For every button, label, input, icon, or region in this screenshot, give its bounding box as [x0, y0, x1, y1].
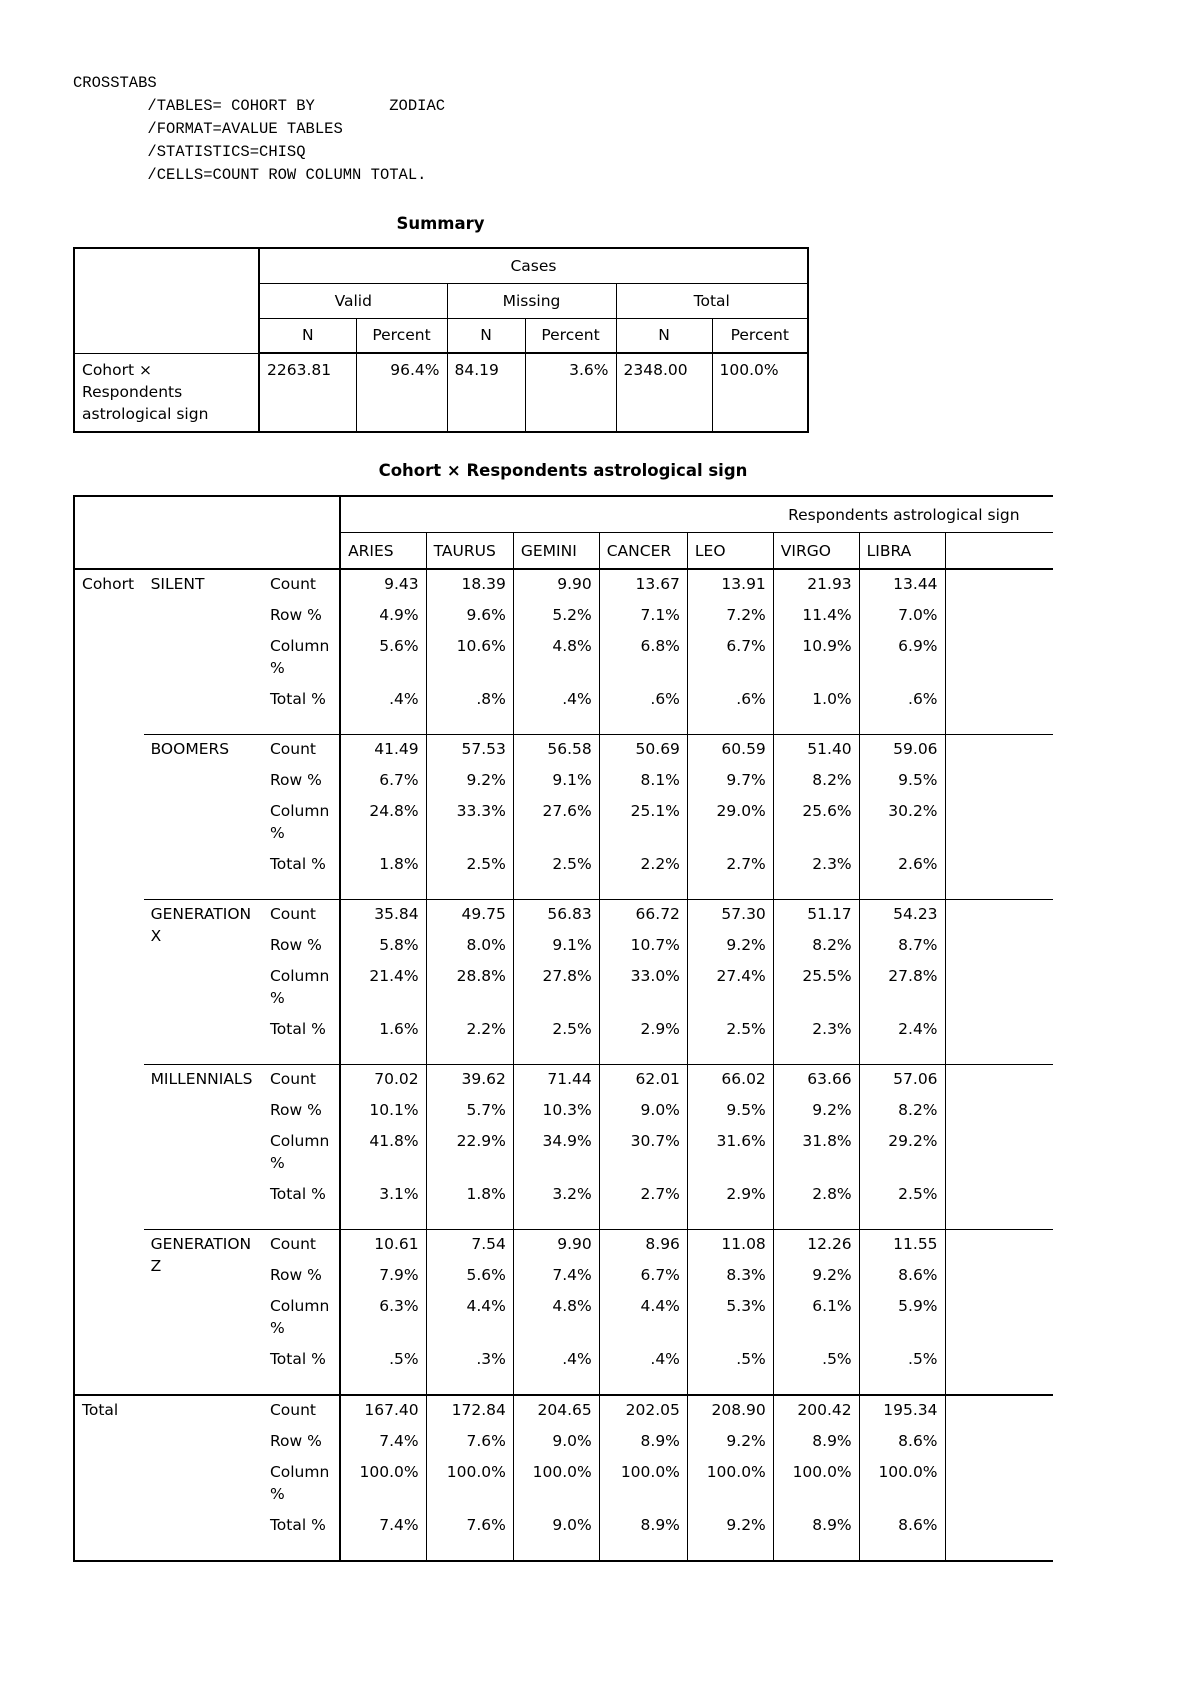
data-cell: 31.6%	[687, 1127, 773, 1180]
column-header: ARIES	[340, 533, 426, 570]
data-cell: 9.90	[513, 569, 599, 601]
data-cell: 100.0%	[340, 1458, 426, 1511]
sub-header: N	[447, 318, 525, 353]
data-cell: 41.8%	[340, 1127, 426, 1180]
data-cell: 4.8%	[513, 1292, 599, 1345]
data-cell: .6%	[859, 685, 945, 735]
data-cell: 2.5%	[687, 1015, 773, 1065]
data-cell: 1.8%	[426, 1180, 513, 1230]
data-cell: 31.8%	[773, 1127, 859, 1180]
data-cell: 2.8%	[773, 1180, 859, 1230]
data-cell: 2.4%	[859, 1015, 945, 1065]
stat-label: Row %	[263, 1261, 340, 1292]
data-cell: 33.3%	[426, 797, 513, 850]
data-cell: 2.3%	[773, 1015, 859, 1065]
data-cell: 208.90	[687, 1395, 773, 1427]
data-cell: .5%	[859, 1345, 945, 1395]
data-cell: 9.0%	[513, 1427, 599, 1458]
data-cell: 2.9%	[599, 1015, 687, 1065]
stat-label: Count	[263, 900, 340, 932]
data-cell: 8.6%	[859, 1427, 945, 1458]
data-cell: 100.0%	[426, 1458, 513, 1511]
crosstab-corner	[74, 496, 340, 569]
missing-header: Missing	[447, 283, 616, 318]
data-cell: 9.2%	[773, 1261, 859, 1292]
data-cell: .6%	[599, 685, 687, 735]
data-cell: 7.6%	[426, 1511, 513, 1561]
summary-cell: 96.4%	[356, 353, 447, 432]
data-cell: 28.8%	[426, 962, 513, 1015]
data-cell: 7.2%	[687, 601, 773, 632]
data-cell: 60.59	[687, 735, 773, 767]
data-cell: 2.3%	[773, 850, 859, 900]
stat-label: Row %	[263, 766, 340, 797]
stat-label: Count	[263, 735, 340, 767]
data-cell: 10.3%	[513, 1096, 599, 1127]
stat-label: Column %	[263, 632, 340, 685]
data-cell: 1.8%	[340, 850, 426, 900]
data-cell: 13.67	[599, 569, 687, 601]
data-cell: 66.72	[599, 900, 687, 932]
stat-label: Total %	[263, 685, 340, 735]
stat-label: Total %	[263, 1180, 340, 1230]
overflow-cell	[945, 1458, 1053, 1511]
data-cell: 5.6%	[340, 632, 426, 685]
data-cell: 202.05	[599, 1395, 687, 1427]
data-cell: 2.9%	[687, 1180, 773, 1230]
data-cell: 63.66	[773, 1065, 859, 1097]
stat-label: Total %	[263, 1015, 340, 1065]
data-cell: 195.34	[859, 1395, 945, 1427]
group-label: MILLENNIALS	[144, 1065, 263, 1230]
stat-label: Column %	[263, 797, 340, 850]
data-cell: 27.8%	[859, 962, 945, 1015]
data-cell: 8.0%	[426, 931, 513, 962]
data-cell: 11.4%	[773, 601, 859, 632]
data-cell: 9.5%	[859, 766, 945, 797]
data-cell: .3%	[426, 1345, 513, 1395]
data-cell: 29.0%	[687, 797, 773, 850]
data-cell: 2.5%	[513, 850, 599, 900]
column-header-overflow	[945, 533, 1053, 570]
data-cell: 9.2%	[687, 1511, 773, 1561]
data-cell: 6.7%	[599, 1261, 687, 1292]
data-cell: 2.7%	[599, 1180, 687, 1230]
data-cell: 7.1%	[599, 601, 687, 632]
data-cell: 22.9%	[426, 1127, 513, 1180]
data-cell: 4.4%	[426, 1292, 513, 1345]
data-cell: 2.6%	[859, 850, 945, 900]
data-cell: 9.6%	[426, 601, 513, 632]
data-cell: 3.2%	[513, 1180, 599, 1230]
data-cell: 9.43	[340, 569, 426, 601]
data-cell: 172.84	[426, 1395, 513, 1427]
overflow-cell	[945, 1180, 1053, 1230]
data-cell: .5%	[773, 1345, 859, 1395]
data-cell: 10.1%	[340, 1096, 426, 1127]
data-cell: 13.44	[859, 569, 945, 601]
data-cell: 8.1%	[599, 766, 687, 797]
stat-label: Column %	[263, 1458, 340, 1511]
overflow-cell	[945, 601, 1053, 632]
data-cell: 9.5%	[687, 1096, 773, 1127]
column-header: GEMINI	[513, 533, 599, 570]
data-cell: 6.1%	[773, 1292, 859, 1345]
data-cell: 34.9%	[513, 1127, 599, 1180]
data-cell: 21.4%	[340, 962, 426, 1015]
overflow-cell	[945, 685, 1053, 735]
data-cell: 7.4%	[340, 1427, 426, 1458]
overflow-cell	[945, 1345, 1053, 1395]
col-var-header: Respondents astrological sign	[340, 496, 1053, 533]
data-cell: .5%	[687, 1345, 773, 1395]
summary-cell: 2348.00	[616, 353, 712, 432]
overflow-cell	[945, 1127, 1053, 1180]
sub-header: Percent	[356, 318, 447, 353]
column-header: LEO	[687, 533, 773, 570]
data-cell: 6.7%	[340, 766, 426, 797]
stat-label: Total %	[263, 1345, 340, 1395]
column-header: VIRGO	[773, 533, 859, 570]
data-cell: 6.9%	[859, 632, 945, 685]
table-row	[74, 1395, 1053, 1427]
data-cell: 8.2%	[773, 931, 859, 962]
data-cell: 2.2%	[426, 1015, 513, 1065]
overflow-cell	[945, 1395, 1053, 1427]
data-cell: 51.40	[773, 735, 859, 767]
data-cell: 9.2%	[426, 766, 513, 797]
data-cell: 56.58	[513, 735, 599, 767]
data-cell: 29.2%	[859, 1127, 945, 1180]
overflow-cell	[945, 962, 1053, 1015]
sub-header: Percent	[525, 318, 616, 353]
data-cell: 54.23	[859, 900, 945, 932]
data-cell: 4.9%	[340, 601, 426, 632]
data-cell: 11.55	[859, 1230, 945, 1262]
table-row	[74, 1065, 1053, 1097]
data-cell: 24.8%	[340, 797, 426, 850]
data-cell: 30.7%	[599, 1127, 687, 1180]
data-cell: 8.9%	[773, 1427, 859, 1458]
data-cell: 51.17	[773, 900, 859, 932]
data-cell: 100.0%	[773, 1458, 859, 1511]
data-cell: 8.3%	[687, 1261, 773, 1292]
data-cell: 25.5%	[773, 962, 859, 1015]
data-cell: 25.1%	[599, 797, 687, 850]
data-cell: 9.2%	[773, 1096, 859, 1127]
data-cell: 39.62	[426, 1065, 513, 1097]
data-cell: 167.40	[340, 1395, 426, 1427]
stat-label: Count	[263, 1395, 340, 1427]
data-cell: 100.0%	[599, 1458, 687, 1511]
data-cell: 56.83	[513, 900, 599, 932]
data-cell: 41.49	[340, 735, 426, 767]
data-cell: 57.06	[859, 1065, 945, 1097]
group-label: GENERATION Z	[144, 1230, 263, 1396]
data-cell: 7.0%	[859, 601, 945, 632]
data-cell: 18.39	[426, 569, 513, 601]
data-cell: 70.02	[340, 1065, 426, 1097]
data-cell: 9.2%	[687, 1427, 773, 1458]
overflow-cell	[945, 1261, 1053, 1292]
data-cell: 50.69	[599, 735, 687, 767]
column-header: LIBRA	[859, 533, 945, 570]
data-cell: 62.01	[599, 1065, 687, 1097]
data-cell: 2.2%	[599, 850, 687, 900]
data-cell: 8.9%	[599, 1511, 687, 1561]
data-cell: 27.4%	[687, 962, 773, 1015]
data-cell: 9.1%	[513, 931, 599, 962]
data-cell: 30.2%	[859, 797, 945, 850]
crosstab-table	[73, 495, 1053, 1562]
row-var-label: Cohort	[82, 575, 135, 593]
data-cell: 10.9%	[773, 632, 859, 685]
data-cell: 21.93	[773, 569, 859, 601]
table-row	[74, 1230, 1053, 1262]
crosstab-viewport	[73, 495, 1053, 1534]
data-cell: 57.53	[426, 735, 513, 767]
data-cell: 1.0%	[773, 685, 859, 735]
overflow-cell	[945, 735, 1053, 767]
data-cell: .4%	[513, 685, 599, 735]
summary-cell: 3.6%	[525, 353, 616, 432]
data-cell: 66.02	[687, 1065, 773, 1097]
data-cell: 57.30	[687, 900, 773, 932]
overflow-cell	[945, 1065, 1053, 1097]
data-cell: 8.6%	[859, 1261, 945, 1292]
stat-label: Count	[263, 1065, 340, 1097]
data-cell: 8.6%	[859, 1511, 945, 1561]
data-cell: 5.3%	[687, 1292, 773, 1345]
data-cell: 2.5%	[859, 1180, 945, 1230]
summary-cell: 2263.81	[259, 353, 356, 432]
data-cell: 7.54	[426, 1230, 513, 1262]
data-cell: 5.6%	[426, 1261, 513, 1292]
column-header: TAURUS	[426, 533, 513, 570]
data-cell: 6.7%	[687, 632, 773, 685]
data-cell: 9.90	[513, 1230, 599, 1262]
data-cell: 10.61	[340, 1230, 426, 1262]
data-cell: .4%	[513, 1345, 599, 1395]
overflow-cell	[945, 850, 1053, 900]
data-cell: 33.0%	[599, 962, 687, 1015]
overflow-cell	[945, 1096, 1053, 1127]
data-cell: 5.2%	[513, 601, 599, 632]
data-cell: 9.1%	[513, 766, 599, 797]
sub-header: N	[259, 318, 356, 353]
summary-cell: 84.19	[447, 353, 525, 432]
data-cell: .5%	[340, 1345, 426, 1395]
stat-label: Row %	[263, 1427, 340, 1458]
overflow-cell	[945, 797, 1053, 850]
overflow-cell	[945, 1292, 1053, 1345]
data-cell: 9.2%	[687, 931, 773, 962]
data-cell: 2.5%	[426, 850, 513, 900]
data-cell: 27.8%	[513, 962, 599, 1015]
data-cell: 4.4%	[599, 1292, 687, 1345]
stat-label: Column %	[263, 1292, 340, 1345]
data-cell: 11.08	[687, 1230, 773, 1262]
overflow-cell	[945, 1511, 1053, 1561]
data-cell: .8%	[426, 685, 513, 735]
overflow-cell	[945, 931, 1053, 962]
summary-cell: 100.0%	[712, 353, 808, 432]
data-cell: .4%	[599, 1345, 687, 1395]
group-label: BOOMERS	[144, 735, 263, 900]
stat-label: Row %	[263, 601, 340, 632]
data-cell: 9.0%	[513, 1511, 599, 1561]
data-cell: 13.91	[687, 569, 773, 601]
data-cell: 12.26	[773, 1230, 859, 1262]
data-cell: 35.84	[340, 900, 426, 932]
data-cell: 100.0%	[513, 1458, 599, 1511]
data-cell: 49.75	[426, 900, 513, 932]
data-cell: 8.9%	[773, 1511, 859, 1561]
data-cell: 2.7%	[687, 850, 773, 900]
data-cell: 5.7%	[426, 1096, 513, 1127]
data-cell: 100.0%	[859, 1458, 945, 1511]
data-cell: 9.7%	[687, 766, 773, 797]
data-cell: 5.8%	[340, 931, 426, 962]
overflow-cell	[945, 766, 1053, 797]
data-cell: 9.0%	[599, 1096, 687, 1127]
stat-label: Column %	[263, 962, 340, 1015]
data-cell: 1.6%	[340, 1015, 426, 1065]
overflow-cell	[945, 1015, 1053, 1065]
data-cell: 8.96	[599, 1230, 687, 1262]
data-cell: 71.44	[513, 1065, 599, 1097]
total-row-label: Total	[74, 1395, 263, 1561]
cases-header: Cases	[259, 248, 808, 283]
data-cell: 100.0%	[687, 1458, 773, 1511]
stat-label: Count	[263, 1230, 340, 1262]
column-header: CANCER	[599, 533, 687, 570]
stat-label: Row %	[263, 931, 340, 962]
data-cell: 5.9%	[859, 1292, 945, 1345]
table-row	[74, 735, 1053, 767]
data-cell: 6.8%	[599, 632, 687, 685]
data-cell: 8.2%	[773, 766, 859, 797]
stat-label: Count	[263, 569, 340, 601]
data-cell: 200.42	[773, 1395, 859, 1427]
data-cell: 4.8%	[513, 632, 599, 685]
data-cell: 7.9%	[340, 1261, 426, 1292]
data-cell: 3.1%	[340, 1180, 426, 1230]
data-cell: 2.5%	[513, 1015, 599, 1065]
stat-label: Total %	[263, 850, 340, 900]
sub-header: Percent	[712, 318, 808, 353]
data-cell: 7.4%	[340, 1511, 426, 1561]
data-cell: 8.9%	[599, 1427, 687, 1458]
syntax-block: CROSSTABS /TABLES= COHORT BY ZODIAC /FORMAT=AVALUE TABLES /STATISTICS=CHISQ /CELLS=COUNT ROW COLUMN TOTAL.	[73, 74, 446, 184]
overflow-cell	[945, 1230, 1053, 1262]
total-header: Total	[616, 283, 808, 318]
data-cell: 10.7%	[599, 931, 687, 962]
data-cell: 27.6%	[513, 797, 599, 850]
stat-label: Total %	[263, 1511, 340, 1561]
summary-table	[73, 247, 809, 433]
data-cell: 8.2%	[859, 1096, 945, 1127]
table-row	[74, 900, 1053, 932]
group-label: GENERATION X	[144, 900, 263, 1065]
data-cell: 10.6%	[426, 632, 513, 685]
overflow-cell	[945, 1427, 1053, 1458]
crosstab-title: Cohort × Respondents astrological sign	[378, 461, 748, 480]
summary-title: Summary	[396, 214, 485, 233]
valid-header: Valid	[259, 283, 447, 318]
data-cell: .6%	[687, 685, 773, 735]
overflow-cell	[945, 900, 1053, 932]
data-cell: 7.6%	[426, 1427, 513, 1458]
overflow-cell	[945, 569, 1053, 601]
data-cell: 8.7%	[859, 931, 945, 962]
data-cell: 204.65	[513, 1395, 599, 1427]
summary-corner	[74, 248, 259, 353]
sub-header: N	[616, 318, 712, 353]
summary-row-label: Cohort × Respondents astrological sign	[74, 353, 259, 432]
stat-label: Row %	[263, 1096, 340, 1127]
data-cell: .4%	[340, 685, 426, 735]
data-cell: 7.4%	[513, 1261, 599, 1292]
stat-label: Column %	[263, 1127, 340, 1180]
group-label: SILENT	[150, 575, 205, 593]
overflow-cell	[945, 632, 1053, 685]
data-cell: 59.06	[859, 735, 945, 767]
data-cell: 25.6%	[773, 797, 859, 850]
data-cell: 6.3%	[340, 1292, 426, 1345]
table-row	[74, 569, 1053, 601]
